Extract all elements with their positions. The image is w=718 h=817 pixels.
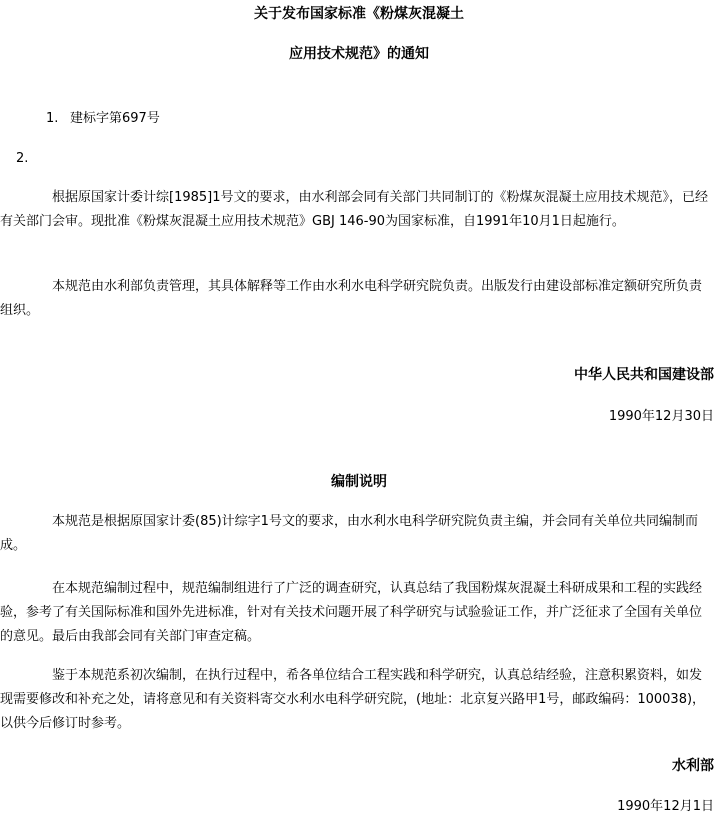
explanation-date: 1990年12月1日 [617,799,714,814]
list-item-text-1: 建标字第697号 [70,111,160,126]
notice-paragraph-2: 本规范由水利部负责管理，其具体解释等工作由水利水电科学研究院负责。出版发行由建设部标准定额研究所负责组织。 [0,279,703,318]
notice-paragraph-1: 根据原国家计委计综[1985]1号文的要求，由水利部会同有关部门共同制订的《粉煤灰混凝土应用技术规范》，已经有关部门会审。现批准《粉煤灰混凝土应用技术规范》GBJ 146-90为国家标准，自1991年10月1日起施行。 [0,190,708,229]
explanation-paragraph-3: 鉴于本规范系初次编制，在执行过程中，希各单位结合工程实践和科学研究，认真总结经验，注意积累资料，如发现需要修改和补充之处，请将意见和有关资料寄交水利水电科学研究院，(地址：北京复兴路甲1号，邮政编码：100038)，以供今后修订时参考。 [0,668,706,731]
explanation-paragraph-2: 在本规范编制过程中，规范编制组进行了广泛的调查研究，认真总结了我国粉煤灰混凝土科研成果和工程的实践经验，参考了有关国际标准和国外先进标准，针对有关技术问题开展了科学研究与试验验证工作，并广泛征求了全国有关单位的意见。最后由我部会同有关部门审查定稿。 [0,581,703,644]
notice-date: 1990年12月30日 [608,409,714,424]
page-title-line-1: 关于发布国家标准《粉煤灰混凝土 [254,6,464,22]
page-title-line-2: 应用技术规范》的通知 [289,46,429,62]
list-item-number-1: 1. [46,111,59,126]
notice-signatory: 中华人民共和国建设部 [574,367,714,383]
explanation-signatory: 水利部 [672,758,714,774]
list-item-number-2: 2. [16,151,29,166]
explanation-heading: 编制说明 [331,474,387,490]
explanation-paragraph-1: 本规范是根据原国家计委(85)计综字1号文的要求，由水利水电科学研究院负责主编，并会同有关单位共同编制而成。 [0,514,698,553]
